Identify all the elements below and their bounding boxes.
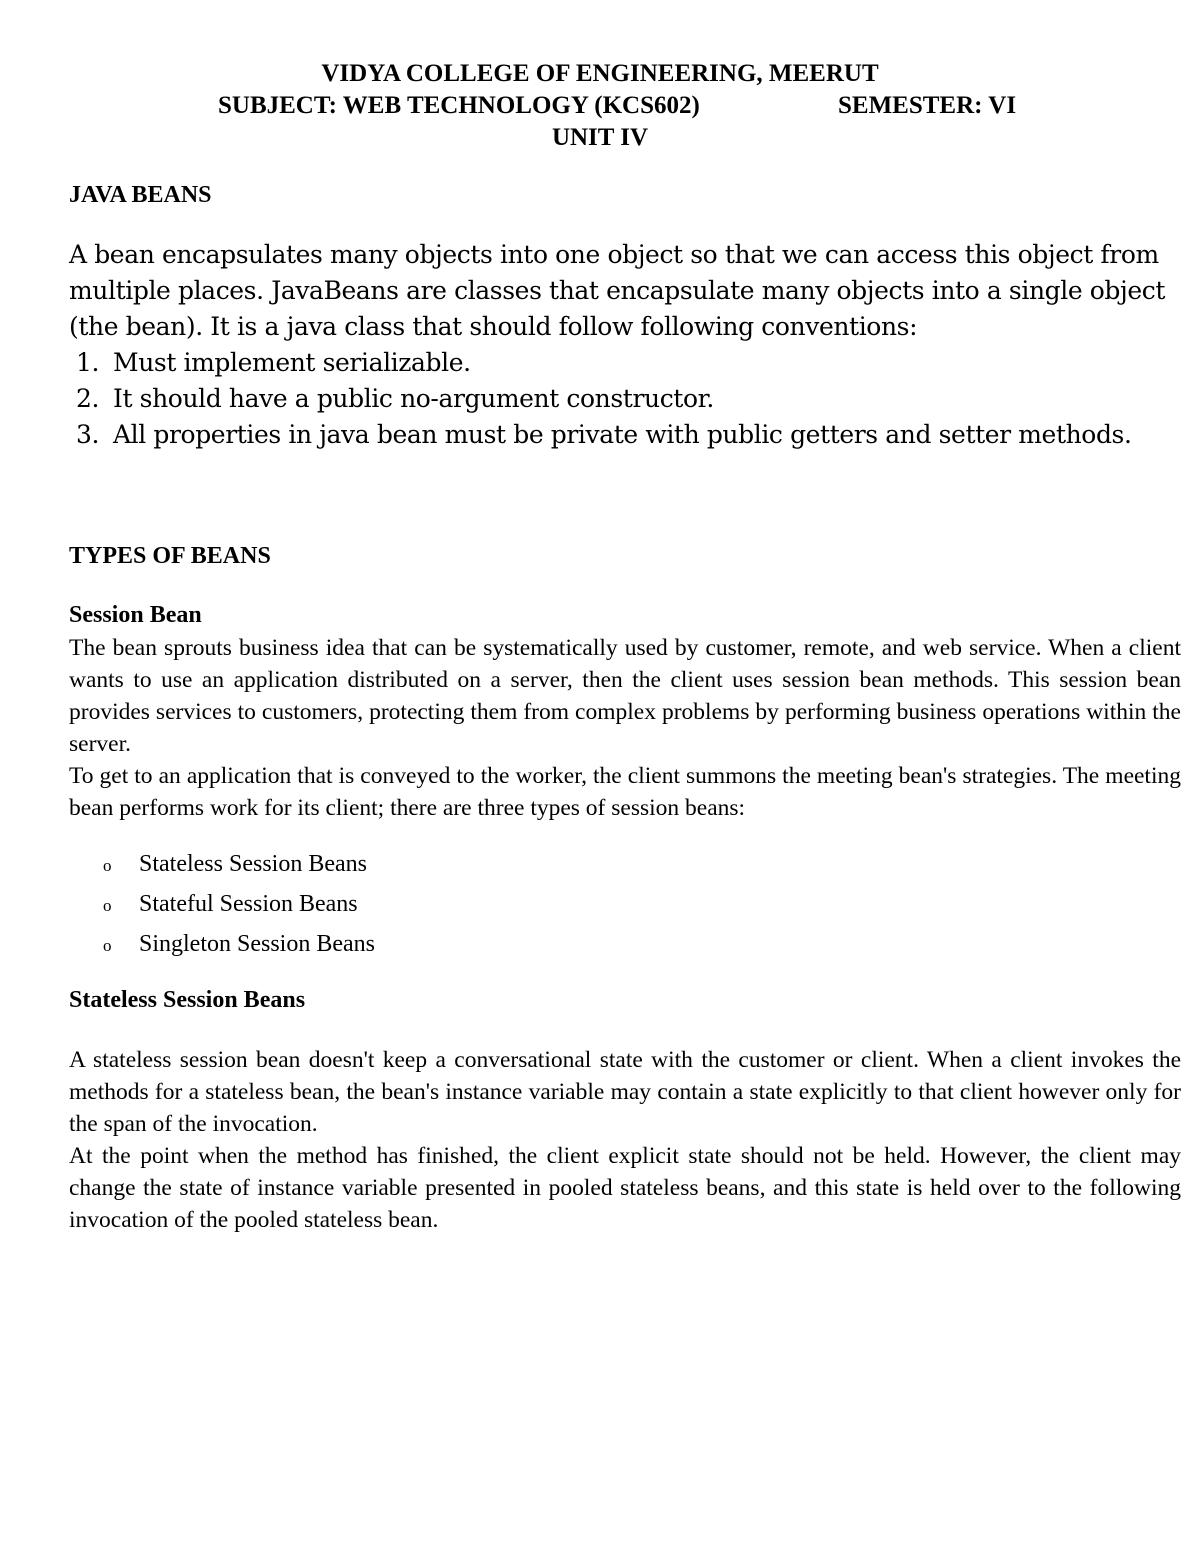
java-beans-intro: A bean encapsulates many objects into one object so that we can access this object from multiple places. JavaBeans are classes that encapsulate many objects into a single object (the bean). It is a java class that should follow following conventions:	[69, 240, 1166, 341]
list-text: It should have a public no-argument constructor.	[113, 384, 714, 413]
list-text: Singleton Session Beans	[139, 931, 376, 957]
bullet-icon: o	[103, 856, 112, 875]
java-beans-section	[69, 237, 1187, 453]
list-number: 1.	[76, 348, 100, 377]
java-beans-heading: JAVA BEANS	[69, 182, 212, 208]
list-text: All properties in java bean must be private with public getters and setter methods.	[113, 420, 1132, 449]
bullet-icon: o	[103, 896, 112, 915]
unit-label: UNIT IV	[551, 124, 649, 151]
list-text: Must implement serializable.	[113, 348, 471, 377]
bullet-icon: o	[103, 936, 112, 955]
list-text: Stateless Session Beans	[139, 851, 367, 877]
list-item	[69, 885, 1181, 925]
document-header	[0, 58, 1200, 154]
stateless-heading: Stateless Session Beans	[69, 987, 306, 1013]
types-of-beans-heading: TYPES OF BEANS	[69, 543, 271, 569]
list-number: 2.	[76, 384, 100, 413]
subject-line	[0, 90, 1200, 122]
stateless-paragraph: A stateless session bean doesn't keep a conversational state with the customer or client. When a client invokes the methods for a stateless bean, the bean's instance variable may contain a state explicitly to that client however only for the span of the invocation.	[69, 1047, 1181, 1137]
list-text: Stateful Session Beans	[139, 891, 358, 917]
session-bean-heading: Session Bean	[69, 602, 202, 628]
stateless-paragraph: At the point when the method has finished, the client explicit state should not be held. However, the client may change the state of instance variable presented in pooled stateless beans, and this state is held over to the following invocation of the pooled stateless bean.	[69, 1143, 1181, 1233]
list-item	[69, 845, 1181, 885]
session-bean-text	[69, 632, 1181, 824]
list-number: 3.	[76, 420, 100, 449]
session-bean-paragraph: The bean sprouts business idea that can be systematically used by customer, remote, and web service. When a client wants to use an application distributed on a server, then the client uses session bean methods. This session bean provides services to customers, protecting them from complex problems by performing business operations within the server.	[69, 635, 1181, 757]
list-item	[69, 925, 1181, 965]
subject-title: SUBJECT: WEB TECHNOLOGY (KCS602)	[218, 92, 700, 119]
semester-label: SEMESTER: VI	[838, 92, 1017, 119]
session-bean-types-list	[69, 845, 1181, 965]
list-item	[69, 417, 1187, 453]
session-bean-paragraph: To get to an application that is conveyed to the worker, the client summons the meeting bean's strategies. The meeting bean performs work for its client; there are three types of session beans:	[69, 763, 1181, 821]
list-item	[69, 381, 1187, 417]
conventions-list	[69, 345, 1187, 453]
stateless-text	[69, 1044, 1181, 1236]
list-item	[69, 345, 1187, 381]
college-name: VIDYA COLLEGE OF ENGINEERING, MEERUT	[321, 60, 879, 87]
